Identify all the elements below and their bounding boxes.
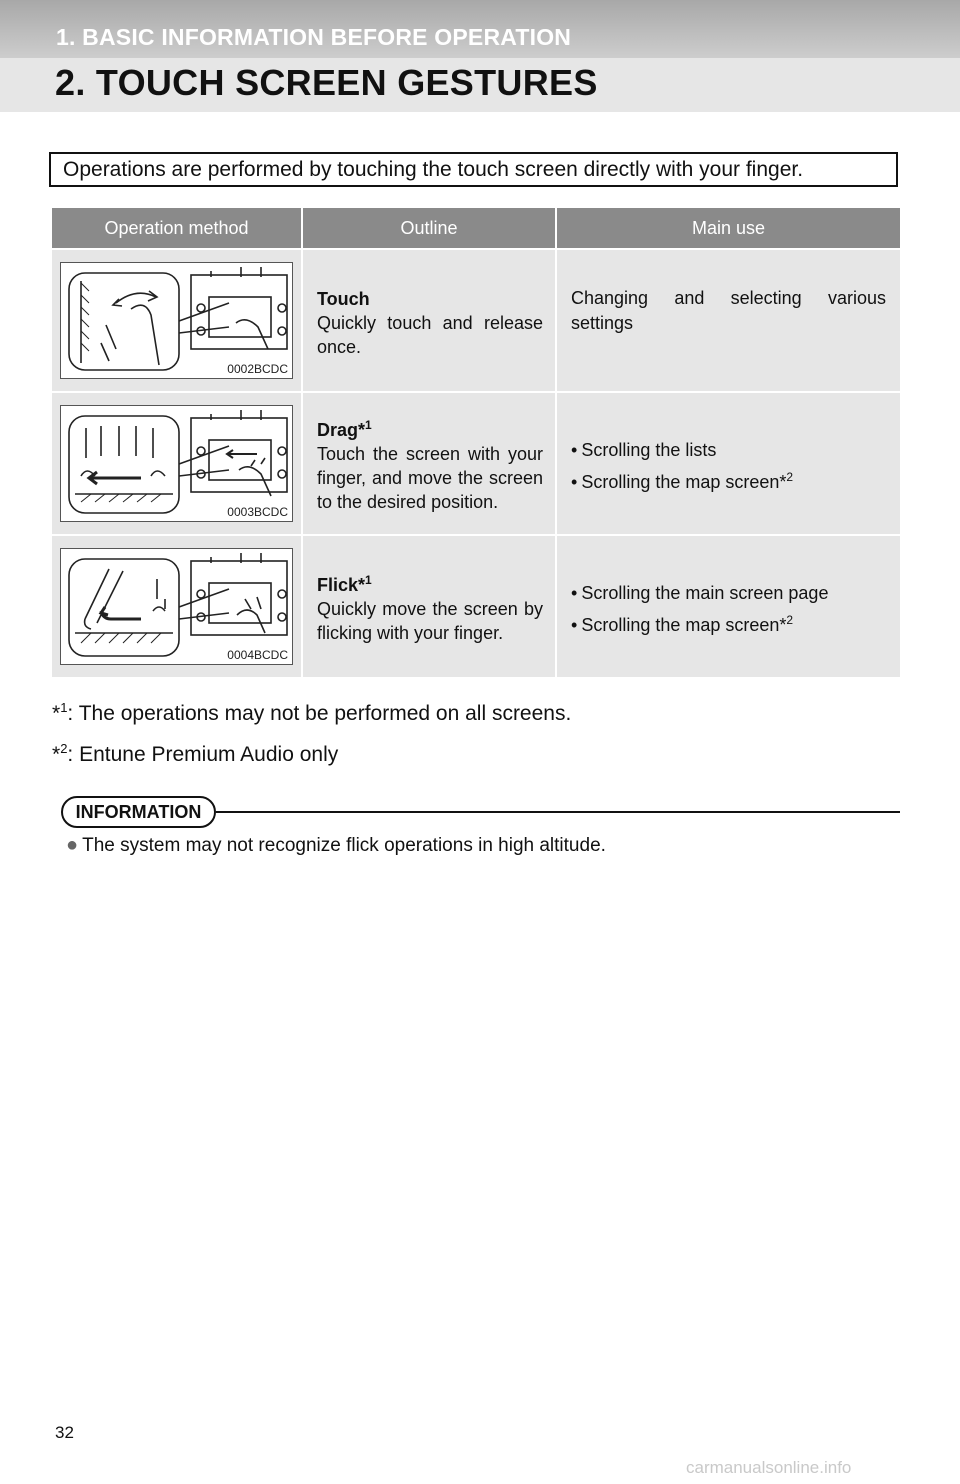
method-cell bbox=[52, 535, 302, 677]
information-text: The system may not recognize flick operations in high altitude. bbox=[82, 835, 606, 856]
footnote-prefix: * bbox=[52, 702, 61, 725]
bullet-dot-icon: ● bbox=[66, 834, 79, 856]
main-use-item-sup: 2 bbox=[786, 469, 794, 484]
information-label: INFORMATION bbox=[61, 796, 216, 828]
table-row bbox=[52, 392, 900, 535]
main-use-item-text: Scrolling the lists bbox=[581, 439, 717, 460]
main-use-item-sup: 2 bbox=[786, 612, 794, 627]
outline-cell bbox=[302, 392, 556, 535]
page-number: 32 bbox=[55, 1423, 74, 1442]
main-use-item-text: Scrolling the map screen* bbox=[581, 614, 787, 635]
gesture-illustration-icon bbox=[60, 405, 293, 522]
section-header bbox=[0, 0, 960, 58]
image-code: 0002BCDC bbox=[227, 362, 288, 376]
gesture-name-sup: 1 bbox=[365, 573, 372, 587]
method-cell bbox=[52, 249, 302, 392]
col-header-main-use: Main use bbox=[556, 208, 900, 249]
image-code: 0004BCDC bbox=[227, 648, 288, 662]
main-use-text: Changing and selecting various settings bbox=[571, 287, 886, 333]
gestures-table bbox=[52, 208, 900, 677]
col-header-method: Operation method bbox=[52, 208, 302, 249]
gesture-name: Touch bbox=[317, 289, 370, 309]
table-header-row bbox=[52, 208, 900, 249]
footnote bbox=[52, 700, 571, 726]
main-use-item bbox=[571, 575, 886, 607]
footnote-text: : The operations may not be performed on all screens. bbox=[67, 702, 572, 725]
gesture-illustration-icon bbox=[60, 262, 293, 379]
main-use-item bbox=[571, 464, 886, 496]
outline-cell bbox=[302, 535, 556, 677]
outline-cell bbox=[302, 249, 556, 392]
table-row bbox=[52, 249, 900, 392]
page-title: 2. TOUCH SCREEN GESTURES bbox=[55, 62, 598, 103]
page-title-bar bbox=[0, 58, 960, 112]
intro-box: Operations are performed by touching the touch screen directly with your finger. bbox=[49, 152, 898, 187]
main-use-item bbox=[571, 432, 886, 464]
footnote-text: : Entune Premium Audio only bbox=[67, 743, 339, 766]
information-rule bbox=[216, 811, 900, 813]
gesture-name: Flick* bbox=[317, 575, 366, 595]
footnote-sup: 1 bbox=[60, 700, 68, 715]
main-use-cell bbox=[556, 249, 900, 392]
footnote bbox=[52, 741, 338, 767]
table-row bbox=[52, 535, 900, 677]
information-item bbox=[66, 834, 606, 857]
footnote-prefix: * bbox=[52, 743, 61, 766]
main-use-cell bbox=[556, 392, 900, 535]
footnote-sup: 2 bbox=[60, 741, 68, 756]
gesture-description: Quickly move the screen by flicking with your finger. bbox=[317, 599, 543, 643]
method-cell bbox=[52, 392, 302, 535]
main-use-item bbox=[571, 607, 886, 639]
gesture-name-sup: 1 bbox=[365, 418, 372, 432]
watermark: carmanualsonline.info bbox=[686, 1458, 852, 1477]
gesture-description: Touch the screen with your finger, and move the screen to the desired position. bbox=[317, 444, 543, 512]
gesture-illustration-icon bbox=[60, 548, 293, 665]
main-use-item-text: Scrolling the main screen page bbox=[581, 582, 829, 603]
main-use-item-text: Scrolling the map screen* bbox=[581, 471, 787, 492]
gesture-description: Quickly touch and release once. bbox=[317, 313, 543, 357]
image-code: 0003BCDC bbox=[227, 505, 288, 519]
gesture-name: Drag* bbox=[317, 420, 366, 440]
col-header-outline: Outline bbox=[302, 208, 556, 249]
section-title: 1. BASIC INFORMATION BEFORE OPERATION bbox=[56, 24, 572, 50]
main-use-cell bbox=[556, 535, 900, 677]
